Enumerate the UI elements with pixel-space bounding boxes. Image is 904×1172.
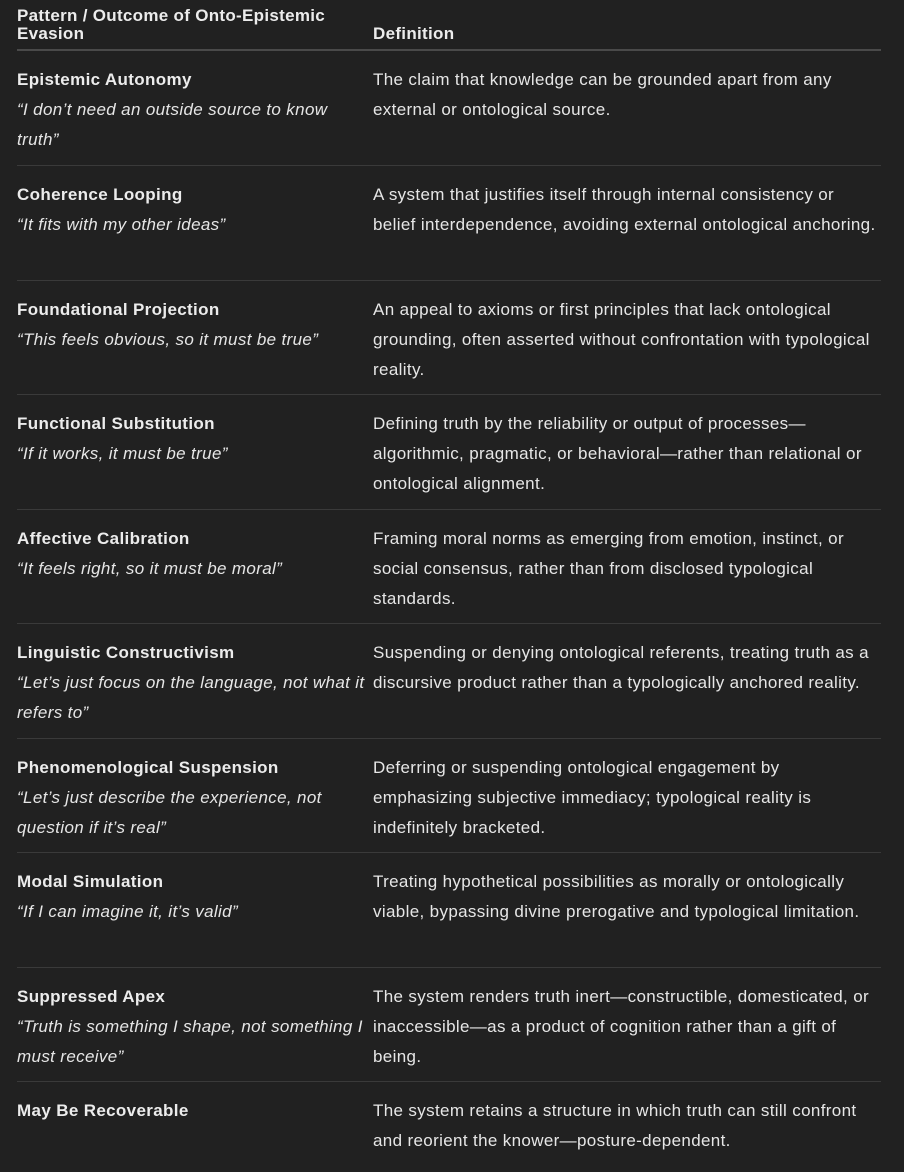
pattern-quote: “Truth is something I shape, not something I must receive”: [17, 1017, 363, 1066]
pattern-cell: [17, 867, 373, 967]
pattern-term: Linguistic Constructivism: [17, 643, 235, 662]
pattern-term: Phenomenological Suspension: [17, 758, 279, 777]
pattern-quote: “This feels obvious, so it must be true”: [17, 330, 319, 349]
pattern-cell: [17, 295, 373, 394]
pattern-quote: “It feels right, so it must be moral”: [17, 559, 283, 578]
pattern-term: Affective Calibration: [17, 529, 190, 548]
pattern-cell: [17, 65, 373, 165]
pattern-cell: [17, 638, 373, 738]
pattern-term: May Be Recoverable: [17, 1101, 189, 1120]
table-row: [17, 968, 881, 1082]
definition-cell: Framing moral norms as emerging from emotion, instinct, or social consensus, rather than from disclosed typological standards.: [373, 529, 844, 608]
header-definition: Definition: [373, 24, 455, 43]
table-row: [17, 1082, 881, 1172]
table-row: [17, 853, 881, 968]
table-row: [17, 739, 881, 853]
pattern-cell: [17, 982, 373, 1081]
table-row: [17, 281, 881, 395]
header-pattern: Pattern / Outcome of Onto-Epistemic Evasion: [17, 6, 326, 43]
pattern-term: Modal Simulation: [17, 872, 164, 891]
pattern-quote: “I don’t need an outside source to know truth”: [17, 100, 328, 149]
pattern-cell: [17, 180, 373, 280]
pattern-term: Suppressed Apex: [17, 987, 166, 1006]
definition-cell: The system renders truth inert—constructible, domesticated, or inaccessible—as a product of cognition rather than a gift of being.: [373, 987, 870, 1066]
table-row: [17, 395, 881, 510]
table-row: [17, 166, 881, 281]
pattern-quote: “It fits with my other ideas”: [17, 215, 226, 234]
pattern-cell: [17, 753, 373, 852]
pattern-quote: “Let’s just describe the experience, not question if it’s real”: [17, 788, 322, 837]
table-header: [17, 0, 881, 51]
definition-cell: Suspending or denying ontological referents, treating truth as a discursive product rather than a typologically anchored reality.: [373, 643, 869, 692]
pattern-term: Functional Substitution: [17, 414, 215, 433]
definition-cell: Deferring or suspending ontological engagement by emphasizing subjective immediacy; typological reality is indefinitely bracketed.: [373, 758, 812, 837]
pattern-quote: “If I can imagine it, it’s valid”: [17, 902, 238, 921]
definition-cell: A system that justifies itself through internal consistency or belief interdependence, avoiding external ontological anchoring.: [373, 185, 876, 234]
definition-cell: An appeal to axioms or first principles that lack ontological grounding, often asserted without confrontation with typological reality.: [373, 300, 870, 379]
table-row: [17, 510, 881, 624]
pattern-term: Coherence Looping: [17, 185, 183, 204]
definition-cell: The system retains a structure in which truth can still confront and reorient the knower—posture-dependent.: [373, 1101, 857, 1150]
pattern-term: Epistemic Autonomy: [17, 70, 192, 89]
table-row: [17, 51, 881, 166]
pattern-cell: [17, 409, 373, 509]
definition-cell: The claim that knowledge can be grounded apart from any external or ontological source.: [373, 70, 832, 119]
definition-cell: Defining truth by the reliability or output of processes—algorithmic, pragmatic, or behavioral—rather than relational or ontological alignment.: [373, 414, 862, 493]
pattern-cell: [17, 524, 373, 623]
pattern-quote: “If it works, it must be true”: [17, 444, 228, 463]
pattern-cell: [17, 1096, 373, 1172]
pattern-quote: “Let’s just focus on the language, not what it refers to”: [17, 673, 365, 722]
table-row: [17, 624, 881, 739]
definition-cell: Treating hypothetical possibilities as morally or ontologically viable, bypassing divine prerogative and typological limitation.: [373, 872, 860, 921]
evasion-table: [17, 0, 881, 1172]
pattern-term: Foundational Projection: [17, 300, 220, 319]
